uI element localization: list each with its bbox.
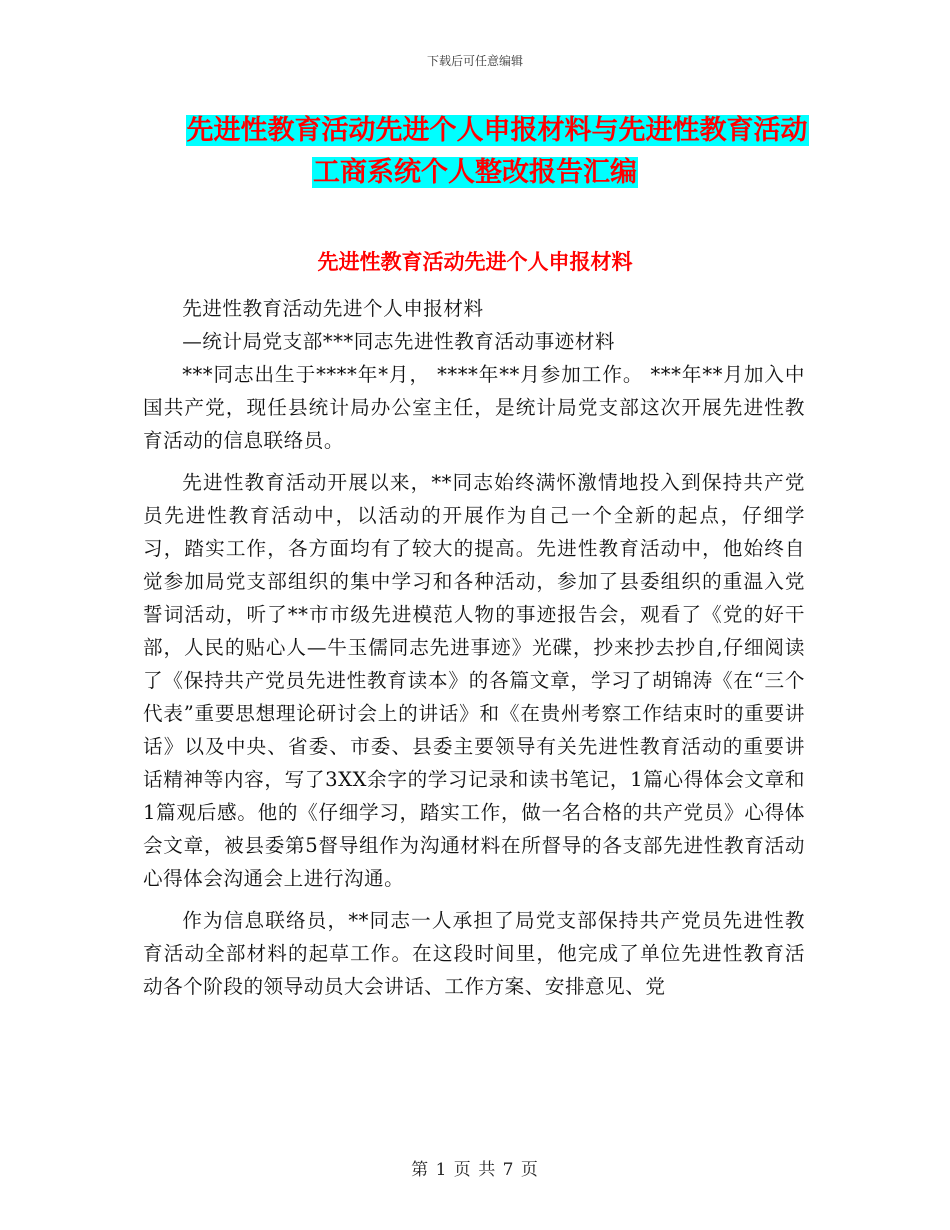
document-title-line-2: 工商系统个人整改报告汇编 [313, 157, 637, 188]
document-title [0, 110, 950, 194]
document-title-line-1: 先进性教育活动先进个人申报材料与先进性教育活动 [186, 115, 808, 146]
paragraph-subheading: —统计局党支部***同志先进性教育活动事迹材料 [182, 330, 615, 353]
header-note: 下载后可任意编辑 [426, 54, 523, 68]
document-body [143, 292, 805, 1003]
paragraph-liaison: 作为信息联络员，**同志一人承担了局党支部保持共产党员先进性教育活动全部材料的起草工作。在这段时间里，他完成了单位先进性教育活动各个阶段的领导动员大会讲话、工作方案、安排意见、党 [143, 909, 805, 998]
paragraph-activities: 先进性教育活动开展以来，**同志始终满怀激情地投入到保持共产党员先进性教育活动中，以活动的开展作为自己一个全新的起点，仔细学习，踏实工作，各方面均有了较大的提高。先进性教育活动中，他始终自觉参加局党支部组织的集中学习和各种活动，参加了县委组织的重温入党誓词活动，听了**市市级先进模范人物的事迹报告会，观看了《党的好干部，人民的贴心人—牛玉儒同志先进事迹》光碟，抄来抄去抄自,仔细阅读了《保持共产党员先进性教育读本》的各篇文章，学习了胡锦涛《在“三个代表”重要思想理论研讨会上的讲话》和《在贵州考察工作结束时的重要讲话》以及中央、省委、市委、县委主要领导有关先进性教育活动的重要讲话精神等内容，写了3XX余字的学习记录和读书笔记，1篇心得体会文章和1篇观后感。他的《仔细学习，踏实工作，做一名合格的共产党员》心得体会文章，被县委第5督导组作为沟通材料在所督导的各支部先进性教育活动心得体会沟通会上进行沟通。 [143, 471, 805, 890]
paragraph-heading: 先进性教育活动先进个人申报材料 [182, 297, 484, 320]
paragraph-intro: ***同志出生于****年*月， ****年**月参加工作。 ***年**月加入中国共产党，现任县统计局办公室主任，是统计局党支部这次开展先进性教育活动的信息联络员。 [143, 363, 805, 452]
page-number-footer: 第 1 页 共 7 页 [411, 1160, 539, 1180]
section-title: 先进性教育活动先进个人申报材料 [317, 250, 633, 274]
